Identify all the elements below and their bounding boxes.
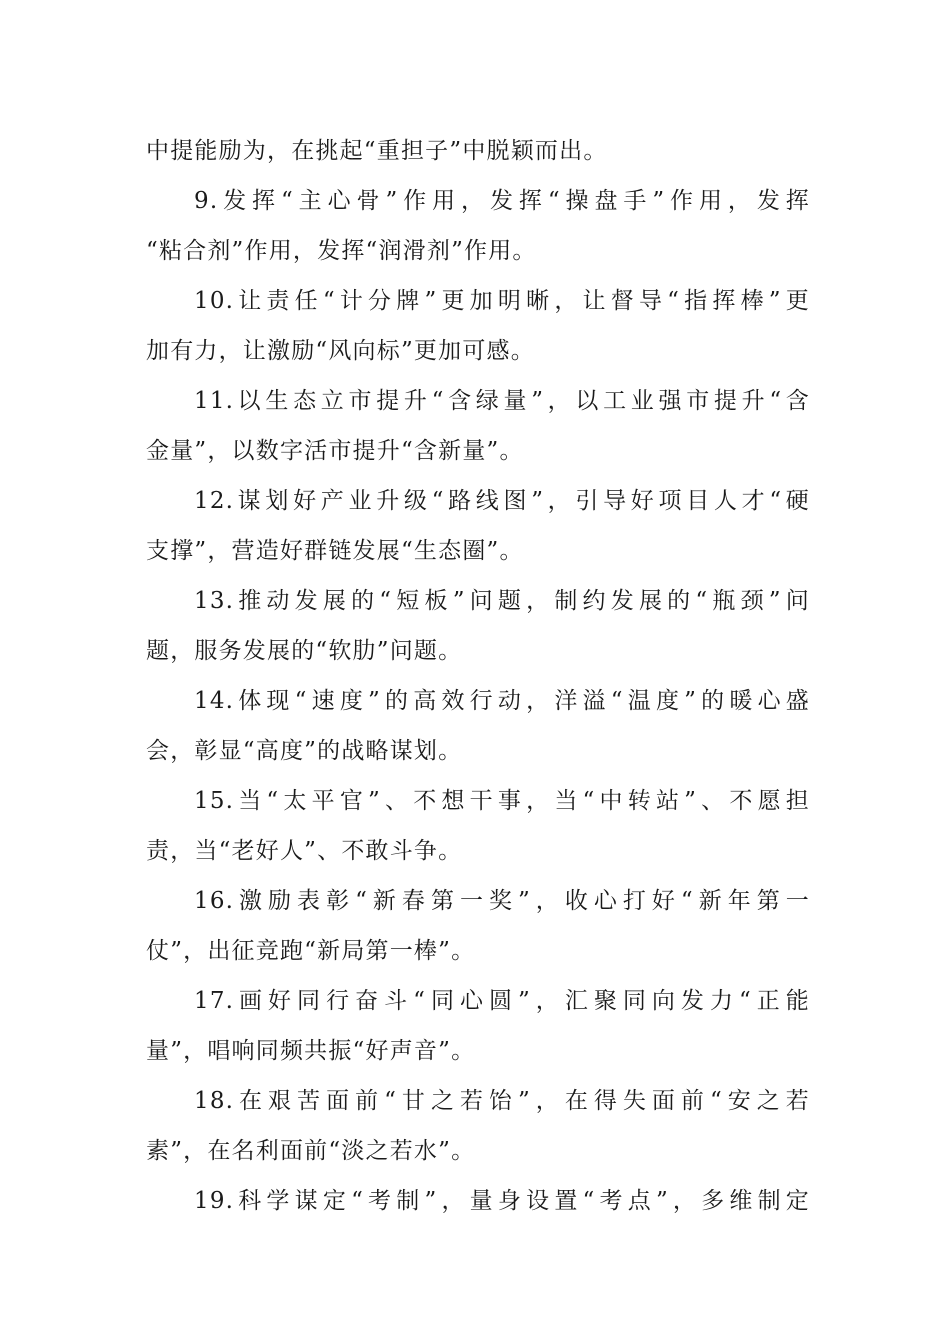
text-line: 11.以生态立市提升“含绿量”，以工业强市提升“含 [194, 388, 810, 414]
text-line: 会，彰显“高度”的战略谋划。 [146, 738, 463, 764]
text-line: 量”，唱响同频共振“好声音”。 [146, 1038, 476, 1064]
text-line: 题，服务发展的“软肋”问题。 [146, 638, 463, 664]
text-line: 素”，在名利面前“淡之若水”。 [146, 1138, 476, 1164]
text-line: 金量”，以数字活市提升“含新量”。 [146, 438, 524, 464]
text-line: 10.让责任“计分牌”更加明晰，让督导“指挥棒”更 [194, 288, 810, 314]
text-line: 15.当“太平官”、不想干事，当“中转站”、不愿担 [194, 788, 810, 814]
text-line: 支撑”，营造好群链发展“生态圈”。 [146, 538, 524, 564]
text-line: 加有力，让激励“风向标”更加可感。 [146, 338, 535, 364]
text-line: 9.发挥“主心骨”作用，发挥“操盘手”作用，发挥 [194, 188, 810, 214]
text-line: 12.谋划好产业升级“路线图”，引导好项目人才“硬 [194, 488, 810, 514]
text-line: 16.激励表彰“新春第一奖”，收心打好“新年第一 [194, 888, 810, 914]
text-line: 17.画好同行奋斗“同心圆”，汇聚同向发力“正能 [194, 988, 810, 1014]
text-line: 13.推动发展的“短板”问题，制约发展的“瓶颈”问 [194, 588, 810, 614]
text-line: 责，当“老好人”、不敢斗争。 [146, 838, 463, 864]
document-body [146, 126, 810, 1226]
text-line: 中提能励为，在挑起“重担子”中脱颖而出。 [146, 138, 608, 164]
text-line: 19.科学谋定“考制”，量身设置“考点”，多维制定 [194, 1188, 810, 1214]
text-line: 仗”，出征竞跑“新局第一棒”。 [146, 938, 476, 964]
text-line: 14.体现“速度”的高效行动，洋溢“温度”的暖心盛 [194, 688, 810, 714]
text-line: 18.在艰苦面前“甘之若饴”，在得失面前“安之若 [194, 1088, 810, 1114]
text-line: “粘合剂”作用，发挥“润滑剂”作用。 [146, 238, 537, 264]
